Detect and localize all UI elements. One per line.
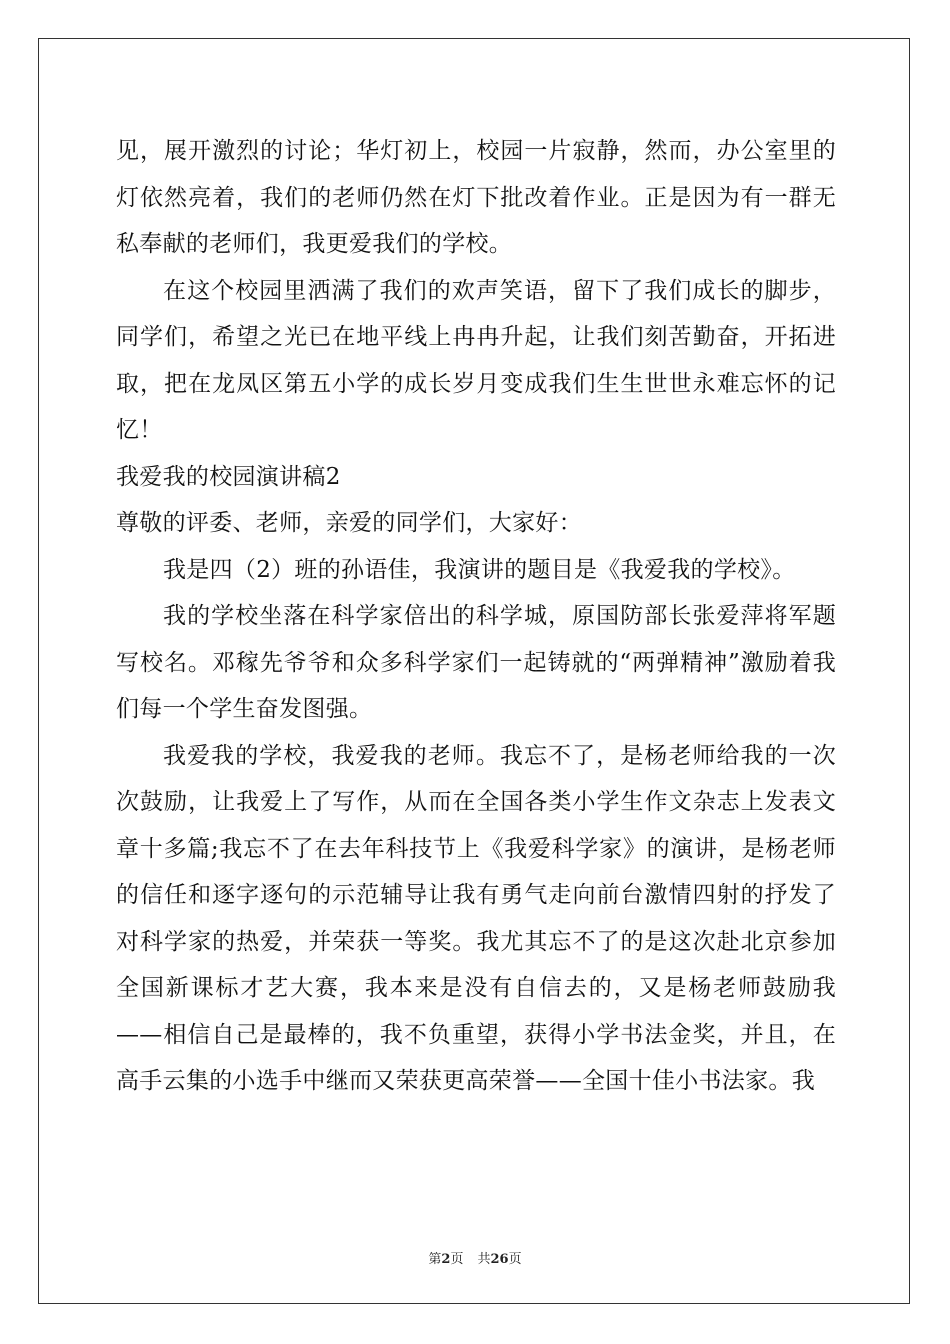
page-footer bbox=[0, 1248, 950, 1267]
page-total: 共26页 bbox=[477, 1252, 522, 1267]
page-number: 第2页 bbox=[428, 1252, 464, 1267]
paragraph: 我是四（2）班的孙语佳，我演讲的题目是《我爱我的学校》。 bbox=[163, 556, 796, 583]
section-heading: 我爱我的校园演讲稿2 bbox=[116, 463, 341, 490]
document-body bbox=[116, 128, 836, 1105]
paragraph: 在这个校园里洒满了我们的欢声笑语，留下了我们成长的脚步，同学们，希望之光已在地平线上冉冉升起，让我们刻苦勤奋，开拓进取，把在龙凤区第五小学的成长岁月变成我们生生世世永难忘怀的记忆！ bbox=[116, 277, 836, 443]
salutation: 尊敬的评委、老师，亲爱的同学们，大家好： bbox=[116, 510, 582, 536]
paragraph: 我的学校坐落在科学家倍出的科学城，原国防部长张爱萍将军题写校名。邓稼先爷爷和众多科学家们一起铸就的“两弹精神”激励着我们每一个学生奋发图强。 bbox=[116, 603, 836, 722]
paragraph: 见，展开激烈的讨论；华灯初上，校园一片寂静，然而，办公室里的灯依然亮着，我们的老师仍然在灯下批改着作业。正是因为有一群无私奉献的老师们，我更爱我们的学校。 bbox=[116, 138, 836, 257]
paragraph: 我爱我的学校，我爱我的老师。我忘不了，是杨老师给我的一次次鼓励，让我爱上了写作，从而在全国各类小学生作文杂志上发表文章十多篇;我忘不了在去年科技节上《我爱科学家》的演讲，是杨老师的信任和逐字逐句的示范辅导让我有勇气走向前台激情四射的抒发了对科学家的热爱，并荣获一等奖。我尤其忘不了的是这次赴北京参加全国新课标才艺大赛，我本来是没有自信去的，又是杨老师鼓励我——相信自己是最棒的，我不负重望，获得小学书法金奖，并且，在高手云集的小选手中继而又荣获更高荣誉——全国十佳小书法家。我 bbox=[116, 742, 836, 1094]
